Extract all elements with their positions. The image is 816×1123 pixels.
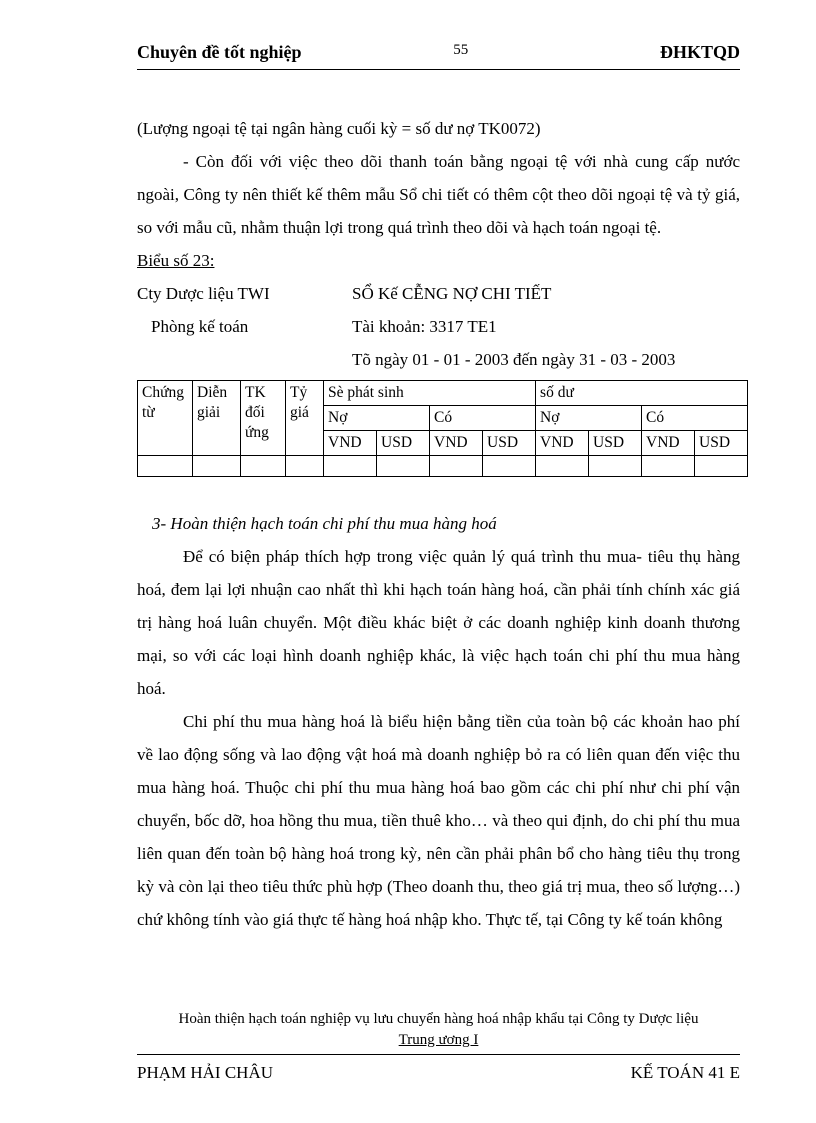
empty-cell	[589, 456, 642, 477]
footer-note-line-1: Hoàn thiện hạch toán nghiệp vụ lưu chuyển hàng hoá nhập khẩu tại Công ty Dược liệu	[178, 1011, 699, 1027]
page-number: 55	[453, 42, 469, 58]
currency-header-usd: USD	[695, 431, 748, 456]
currency-header-usd: USD	[377, 431, 430, 456]
paragraph-purchase-cost-intro: Để có biện pháp thích hợp trong việc quản lý quá trình thu mua- tiêu thụ hàng hoá, đem lại lợi nhuận cao nhất thì khi hạch toán hàng hoá, cần phải tính chính xác giá trị hàng hoá luân chuyển. Một điều khác biệt ở các doanh nghiệp kinh doanh thương mại, so với các loại hình doanh nghiệp khác, là việc hạch toán chi phí thu mua hàng hoá.	[137, 547, 740, 698]
table-caption	[137, 244, 740, 277]
footer-class: KẾ TOÁN 41 E	[630, 1063, 740, 1082]
empty-cell	[241, 456, 286, 477]
empty-cell	[642, 456, 695, 477]
empty-cell	[483, 456, 536, 477]
header-title: Chuyên đề tốt nghiệp	[137, 42, 302, 62]
subheader-no: Nợ	[536, 406, 642, 431]
footer-note-line-2: Trung ương I	[398, 1032, 479, 1048]
header-institution: ĐHKTQD	[659, 42, 740, 62]
ledger-table	[137, 380, 748, 477]
ledger-title: SỔ Kế CỄNG NỢ CHI TIẾT	[352, 284, 552, 303]
group-header-so-du: số dư	[536, 381, 748, 406]
col-header-dien-giai: Diễn giải	[193, 381, 241, 456]
empty-cell	[536, 456, 589, 477]
paragraph-purchase-cost-detail: Chi phí thu mua hàng hoá là biểu hiện bằng tiền của toàn bộ các khoản hao phí về lao động sống và lao động vật hoá mà doanh nghiệp bỏ ra có liên quan đến việc thu mua hàng hoá. Thuộc chi phí thu mua hàng hoá bao gồm các chi phí như chi phí vận chuyển, bốc dỡ, hoa hồng thu mua, tiền thuê kho… và theo qui định, do chi phí thu mua liên quan đến toàn bộ hàng hoá trong kỳ, nên cần phải phân bổ cho hàng tiêu thụ trong kỳ và còn lại theo tiêu thức phù hợp (Theo doanh thu, theo giá trị mua, theo số lượng…) chứ không tính vào giá thực tế hàng hoá nhập kho. Thực tế, tại Công ty kế toán không	[137, 712, 740, 929]
subheader-no: Nợ	[324, 406, 430, 431]
paragraph-foreign-currency: - Còn đối với việc theo dõi thanh toán bằng ngoại tệ với nhà cung cấp nước ngoài, Công ty nên thiết kế thêm mẫu Sổ chi tiết có thêm cột theo dõi ngoại tệ và tỷ giá, so với mẫu cũ, nhằm thuận lợi trong quá trình theo dõi và hạch toán ngoại tệ.	[137, 152, 740, 237]
currency-header-vnd: VND	[536, 431, 589, 456]
empty-cell	[377, 456, 430, 477]
currency-header-vnd: VND	[642, 431, 695, 456]
formula-line: (Lượng ngoại tệ tại ngân hàng cuối kỳ = số dư nợ TK0072)	[137, 119, 541, 138]
department-name: Phòng kế toán	[151, 317, 249, 336]
empty-cell	[193, 456, 241, 477]
col-header-chung-tu: Chứng từ	[138, 381, 193, 456]
currency-header-usd: USD	[483, 431, 536, 456]
period-line: Tõ ngày 01 - 01 - 2003 đến ngày 31 - 03 - 2003	[352, 350, 676, 369]
page-header	[137, 42, 740, 70]
table-empty-row	[138, 456, 748, 477]
col-header-tk-doi-ung: TK đối ứng	[241, 381, 286, 456]
empty-cell	[430, 456, 483, 477]
footer-credits	[137, 1063, 740, 1083]
group-header-phat-sinh: Sè phát sinh	[324, 381, 536, 406]
empty-cell	[286, 456, 324, 477]
currency-header-vnd: VND	[430, 431, 483, 456]
subheader-co: Có	[430, 406, 536, 431]
currency-header-vnd: VND	[324, 431, 377, 456]
currency-header-usd: USD	[589, 431, 642, 456]
account-line: Tài khoản: 3317 TE1	[352, 317, 497, 336]
ledger-header-line-1	[137, 277, 740, 310]
spacer	[137, 343, 352, 376]
empty-cell	[695, 456, 748, 477]
ledger-header-line-2	[137, 310, 740, 343]
section-heading: 3- Hoàn thiện hạch toán chi phí thu mua hàng hoá	[152, 514, 497, 533]
table-row	[138, 381, 748, 406]
subheader-co: Có	[642, 406, 748, 431]
col-header-ty-gia: Tỷ giá	[286, 381, 324, 456]
empty-cell	[324, 456, 377, 477]
company-name: Cty Dược liệu TWI	[137, 284, 270, 303]
footer-note	[137, 1009, 740, 1055]
ledger-header-line-3	[137, 343, 740, 376]
table-caption-text: Biểu số 23:	[137, 251, 215, 270]
empty-cell	[138, 456, 193, 477]
footer-author: PHẠM HẢI CHÂU	[137, 1063, 274, 1082]
